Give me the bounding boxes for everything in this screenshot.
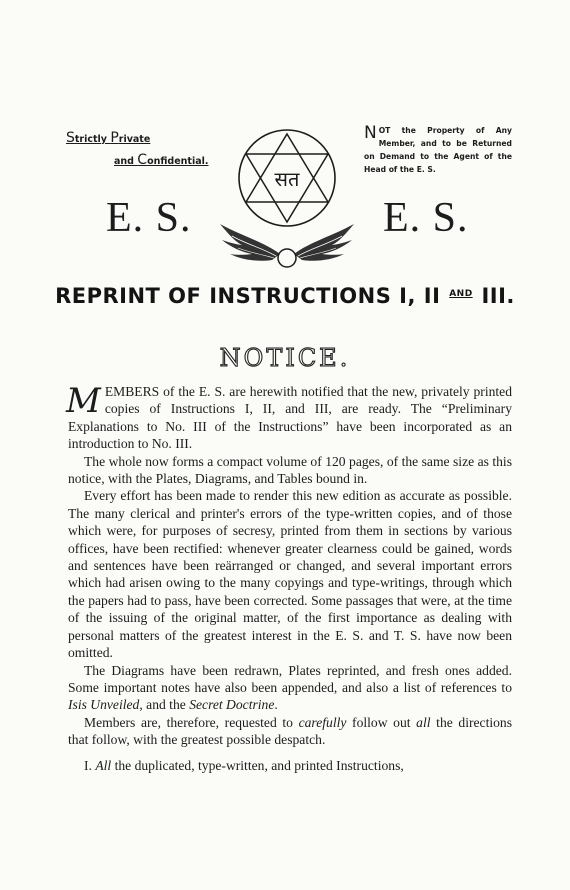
seal-glyph: सत (274, 167, 300, 191)
strictly-private-line: Strictly Private (66, 130, 151, 146)
notice-body (68, 383, 512, 774)
paragraph-members: MEMBERS of the E. S. are herewith notified that the new, privately printed copies of Instructions I, II, and III, are ready. The “Preliminary Explanations to No. III of the Instructions” have been incorporated as an introduction to No. III. (66, 381, 512, 452)
confidential-line: and Confidential. (114, 152, 209, 168)
paragraph-dropcap: M (66, 381, 101, 421)
reprint-title-and: AND (449, 289, 473, 299)
paragraph-effort: Every effort has been made to render this new edition as accurate as possible. The many clerical and printer's errors of the type-written copies, and of those which were, for purposes of secresy, printed from them in sections by various offices, have been rectified: whenever greater clearness could be gained, words and sentences have been reärranged or changed, and several important errors which had arisen owing to the many copyings and type-writings, through which the papers had to pass, have been corrected. Some passages that were, at the time of the issuing of the original matter, of the first importance as dealing with personal matters of the greatest interest in the E. S. and T. S. have now been omitted. (68, 488, 512, 661)
list-item-one: I. All the duplicated, type-written, and printed Instructions, (84, 757, 404, 773)
paragraph-request: Members are, therefore, requested to carefully follow out all the directions that follow, with the greatest possible despatch. (68, 714, 513, 748)
notice-heading: NOTICE. (219, 344, 351, 372)
property-notice (364, 124, 512, 176)
paragraph-diagrams: The Diagrams have been redrawn, Plates reprinted, and fresh ones added. Some important notes have also been appended, and also a list of references to Isis Unveiled, and the Secret Doctrine. (68, 662, 512, 713)
reprint-title-main: REPRINT OF INSTRUCTIONS I, II (55, 284, 441, 308)
reprint-title-end: III. (481, 284, 515, 308)
reprint-title (0, 284, 570, 308)
privacy-notice (66, 128, 209, 172)
winged-orb (220, 224, 354, 267)
es-mark-right: E. S. (383, 195, 469, 241)
property-notice-text: OT the Property of Any Member, and to be Returned on Demand to the Agent of the Head of the E. S. (364, 126, 512, 174)
paragraph-volume: The whole now forms a compact volume of 120 pages, of the same size as this notice, with the Plates, Diagrams, and Tables bound in. (68, 453, 512, 487)
es-seal-emblem (212, 124, 362, 272)
es-mark-left: E. S. (106, 195, 192, 241)
property-notice-dropcap: N (364, 123, 377, 143)
